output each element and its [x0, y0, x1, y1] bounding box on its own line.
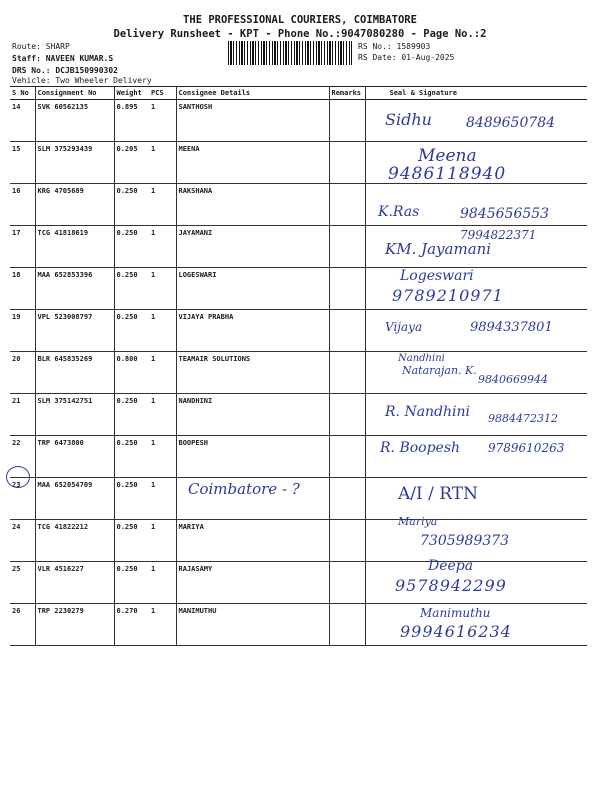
row-pcs: 1	[149, 142, 176, 184]
row-pcs: 1	[149, 436, 176, 478]
col-pcs: PCS	[149, 87, 176, 100]
row-consignment: TRP 6473800	[35, 436, 114, 478]
row-remarks	[329, 604, 365, 646]
row-consignment: TCG 41818619	[35, 226, 114, 268]
row-sno: 14	[10, 100, 35, 142]
phone-17: 7994822371	[460, 228, 537, 242]
phone-20: 9840669944	[478, 373, 548, 386]
row-pcs: 1	[149, 394, 176, 436]
col-consignee: Consignee Details	[176, 87, 329, 100]
route-value: SHARP	[45, 42, 70, 51]
table-header-row	[10, 87, 587, 100]
row-consignee: TEAMAIR SOLUTIONS	[176, 352, 329, 394]
row-remarks	[329, 436, 365, 478]
phone-22: 9789610263	[488, 441, 565, 455]
row-pcs: 1	[149, 478, 176, 520]
row-weight: 0.250	[114, 436, 149, 478]
row-consignment: TCG 41822212	[35, 520, 114, 562]
row-remarks	[329, 142, 365, 184]
sig-18: Logeswari	[400, 268, 474, 284]
phone-19: 9894337801	[470, 320, 553, 335]
note-23: Coimbatore - ?	[188, 480, 300, 498]
row-remarks	[329, 352, 365, 394]
row-sno: 15	[10, 142, 35, 184]
staff-line	[12, 54, 113, 63]
row-weight: 0.250	[114, 520, 149, 562]
row-weight: 0.250	[114, 310, 149, 352]
row-consignment: SVK 60562135	[35, 100, 114, 142]
row-consignee: SANTHOSH	[176, 100, 329, 142]
drs-line	[12, 66, 118, 75]
sig-22: R. Boopesh	[380, 440, 461, 456]
row-consignment: SLM 375293439	[35, 142, 114, 184]
row-pcs: 1	[149, 100, 176, 142]
row-consignment: BLR 645835269	[35, 352, 114, 394]
phone-18: 9789210971	[392, 286, 504, 305]
row-sno: 23	[10, 478, 35, 520]
row-remarks	[329, 268, 365, 310]
row-sno: 25	[10, 562, 35, 604]
row-consignment: VPL 523008797	[35, 310, 114, 352]
sig-25: Deepa	[428, 558, 474, 574]
row-weight: 0.895	[114, 100, 149, 142]
status-23: A/I / RTN	[398, 484, 478, 504]
rs-no-line	[358, 42, 430, 51]
row-sno: 22	[10, 436, 35, 478]
row-weight: 0.800	[114, 352, 149, 394]
row-consignee: MANIMUTHU	[176, 604, 329, 646]
sig-21: R. Nandhini	[385, 404, 471, 420]
row-sno: 26	[10, 604, 35, 646]
row-weight: 0.250	[114, 394, 149, 436]
phone-15: 9486118940	[388, 164, 507, 184]
row-sno: 24	[10, 520, 35, 562]
phone-26: 9994616234	[400, 622, 512, 641]
vehicle-label: Vehicle:	[12, 76, 51, 85]
phone-21: 9884472312	[488, 412, 558, 425]
row-weight: 0.250	[114, 562, 149, 604]
col-sno: S No	[10, 87, 35, 100]
rs-no-value: 1589903	[396, 42, 431, 51]
col-signature: Seal & Signature	[365, 87, 587, 100]
row-weight: 0.250	[114, 268, 149, 310]
row-remarks	[329, 562, 365, 604]
row-remarks	[329, 184, 365, 226]
row-pcs: 1	[149, 520, 176, 562]
runsheet-subtitle: Delivery Runsheet - KPT - Phone No.:9047080280 - Page No.:2	[113, 28, 487, 40]
row-consignment: MAA 652054709	[35, 478, 114, 520]
row-remarks	[329, 394, 365, 436]
sig-15: Meena	[418, 146, 477, 166]
route-label: Route:	[12, 42, 41, 51]
row-consignee: MARIYA	[176, 520, 329, 562]
row-weight: 0.205	[114, 142, 149, 184]
staff-value: NAVEEN KUMAR.S	[45, 54, 114, 63]
row-consignee: LOGESWARI	[176, 268, 329, 310]
row-consignee: JAYAMANI	[176, 226, 329, 268]
row-sno: 20	[10, 352, 35, 394]
drs-label: DRS No.:	[12, 66, 51, 75]
route-line	[12, 42, 70, 51]
rs-date-value: 01-Aug-2025	[401, 53, 455, 62]
barcode	[228, 41, 352, 65]
phone-25: 9578942299	[395, 576, 507, 595]
vehicle-line	[12, 76, 152, 85]
row-weight: 0.250	[114, 184, 149, 226]
row-pcs: 1	[149, 226, 176, 268]
row-consignment: VLR 4516227	[35, 562, 114, 604]
sig-24: Mariya	[398, 515, 438, 528]
phone-16: 9845656553	[460, 206, 550, 222]
row-remarks	[329, 520, 365, 562]
row-remarks	[329, 100, 365, 142]
row-pcs: 1	[149, 268, 176, 310]
row-sno: 17	[10, 226, 35, 268]
rs-no-label: RS No.:	[358, 42, 392, 51]
row-pcs: 1	[149, 184, 176, 226]
row-consignee: RAJASAMY	[176, 562, 329, 604]
row-consignment: MAA 652853396	[35, 268, 114, 310]
row-consignee: VIJAYA PRABHA	[176, 310, 329, 352]
col-weight: Weight	[114, 87, 149, 100]
phone-24: 7305989373	[420, 533, 510, 549]
row-sno: 18	[10, 268, 35, 310]
row-consignee: NANDHINI	[176, 394, 329, 436]
rs-date-line	[358, 53, 454, 62]
row-weight: 0.270	[114, 604, 149, 646]
row-pcs: 1	[149, 352, 176, 394]
row-consignee: RAKSHANA	[176, 184, 329, 226]
row-23-circle	[6, 466, 30, 488]
sig-14: Sidhu	[385, 110, 432, 129]
row-consignment: TRP 2230279	[35, 604, 114, 646]
col-consignment: Consignment No	[35, 87, 114, 100]
row-consignee: MEENA	[176, 142, 329, 184]
row-sno: 19	[10, 310, 35, 352]
row-sno: 16	[10, 184, 35, 226]
row-weight: 0.250	[114, 478, 149, 520]
drs-value: DCJB150990302	[55, 66, 118, 75]
sig-19: Vijaya	[385, 320, 423, 334]
col-remarks: Remarks	[329, 87, 365, 100]
row-sno: 21	[10, 394, 35, 436]
sig-16: K.Ras	[378, 204, 420, 220]
row-pcs: 1	[149, 604, 176, 646]
row-weight: 0.250	[114, 226, 149, 268]
staff-label: Staff:	[12, 54, 41, 63]
phone-14: 8489650784	[466, 115, 556, 131]
row-consignment: KRG 4705689	[35, 184, 114, 226]
sig-20-b: Natarajan. K.	[402, 364, 477, 377]
row-remarks	[329, 226, 365, 268]
vehicle-value: Two Wheeler Delivery	[55, 76, 152, 85]
row-pcs: 1	[149, 310, 176, 352]
row-consignee: BOOPESH	[176, 436, 329, 478]
sig-20-a: Nandhini	[398, 353, 445, 364]
row-consignment: SLM 375142751	[35, 394, 114, 436]
rs-date-label: RS Date:	[358, 53, 397, 62]
row-remarks	[329, 478, 365, 520]
company-title: THE PROFESSIONAL COURIERS, COIMBATORE	[183, 14, 417, 26]
row-pcs: 1	[149, 562, 176, 604]
sig-26: Manimuthu	[420, 606, 491, 620]
row-remarks	[329, 310, 365, 352]
sig-17: KM. Jayamani	[385, 240, 492, 258]
